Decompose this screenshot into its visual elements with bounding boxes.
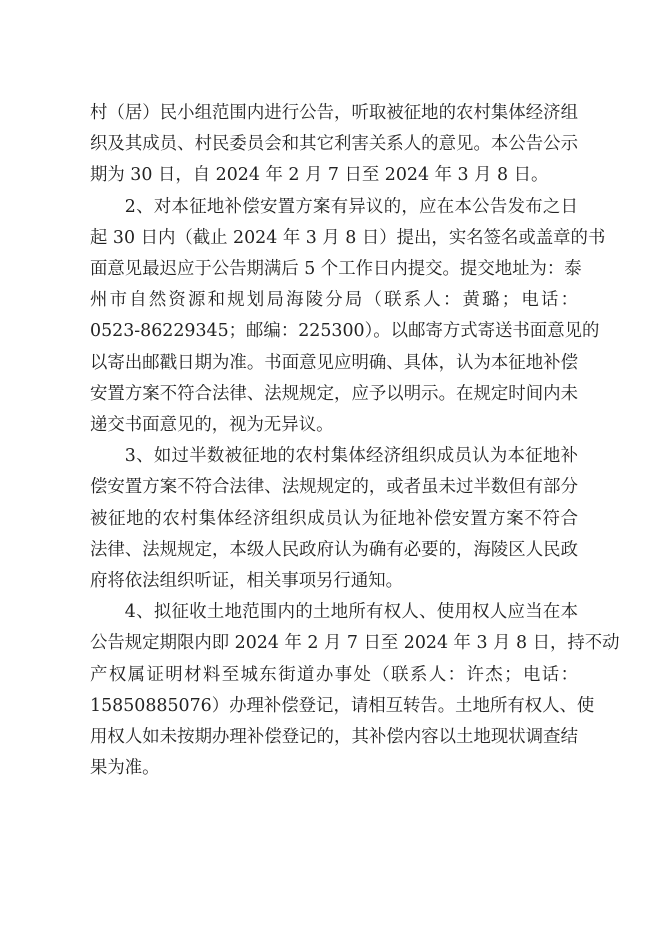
text-line: 果为准。 <box>90 758 160 779</box>
text-line: 村（居）民小组范围内进行公告，听取被征地的农村集体经济组 <box>90 103 578 123</box>
text-line: 0523-86229345；邮编：225300）。以邮寄方式寄送书面意见的 <box>90 321 600 342</box>
text-line: 被征地的农村集体经济组织成员认为征地补偿安置方案不符合 <box>90 508 578 529</box>
text-line: 州市自然资源和规划局海陵分局（联系人：黄璐；电话： <box>90 290 578 311</box>
paragraph-item-2 <box>90 192 606 442</box>
text-line: 起 30 日内（截止 2024 年 3 月 8 日）提出，实名签名或盖章的书 <box>90 227 606 248</box>
text-line: 偿安置方案不符合法律、法规规定的，或者虽未过半数但有部分 <box>90 477 578 498</box>
text-line: 2、对本征地补偿安置方案有异议的，应在本公告发布之日 <box>124 196 578 217</box>
paragraph-item-3 <box>90 441 578 597</box>
text-line: 产权属证明材料至城东街道办事处（联系人：许杰；电话： <box>90 664 578 685</box>
text-line: 递交书面意见的，视为无异议。 <box>90 415 334 436</box>
paragraph-continuation <box>90 98 578 192</box>
text-line: 法律、法规规定，本级人民政府认为确有必要的，海陵区人民政 <box>90 539 578 560</box>
text-line: 4、拟征收土地范围内的土地所有权人、使用权人应当在本 <box>124 602 578 623</box>
text-line: 用权人如未按期办理补偿登记的，其补偿内容以土地现状调查结 <box>90 727 578 748</box>
text-line: 面意见最迟应于公告期满后 5 个工作日内提交。提交地址为：泰 <box>90 259 582 280</box>
paragraph-item-4 <box>90 597 620 784</box>
text-line: 期为 30 日，自 2024 年 2 月 7 日至 2024 年 3 月 8 日。 <box>90 165 549 186</box>
text-line: 安置方案不符合法律、法规规定，应予以明示。在规定时间内未 <box>90 383 578 404</box>
text-line: 3、如过半数被征地的农村集体经济组织成员认为本征地补 <box>124 446 578 467</box>
text-line: 公告规定期限内即 2024 年 2 月 7 日至 2024 年 3 月 8 日，持不动 <box>90 633 620 654</box>
text-line: 府将依法组织听证，相关事项另行通知。 <box>90 571 404 592</box>
document-body <box>90 98 620 784</box>
text-line: 15850885076）办理补偿登记，请相互转告。土地所有权人、使 <box>90 695 595 716</box>
text-line: 以寄出邮戳日期为准。书面意见应明确、具体，认为本征地补偿 <box>90 352 578 373</box>
text-line: 织及其成员、村民委员会和其它利害关系人的意见。本公告公示 <box>90 134 578 155</box>
